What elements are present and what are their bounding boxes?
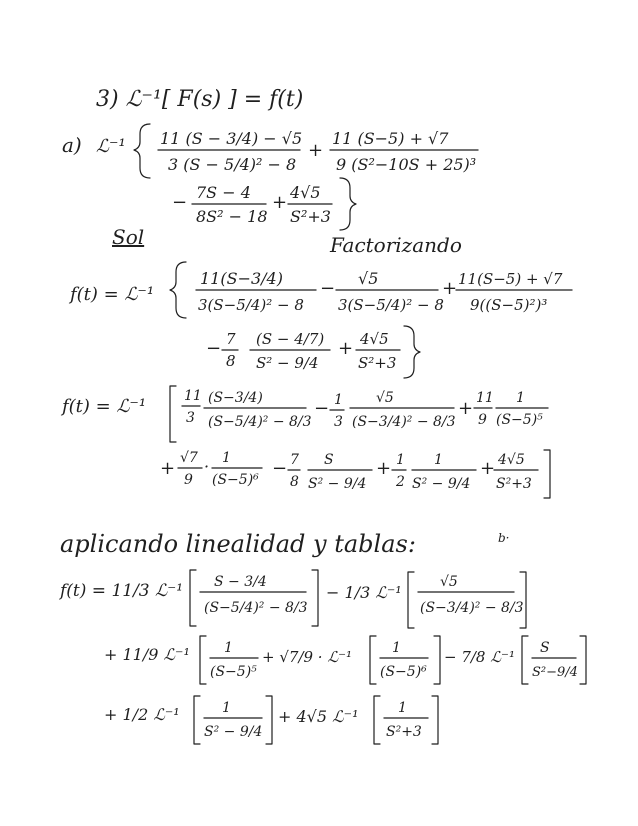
step1-e-den: S²+3 <box>358 354 397 372</box>
step1-b-den: 3(S−5/4)² − 8 <box>338 296 444 314</box>
step3-g-pre: + 4√5 ℒ⁻¹ <box>278 707 359 726</box>
step2-a-coef-den: 3 <box>186 410 195 426</box>
step2-d-dot: · <box>204 457 210 476</box>
step2-plus-1: + <box>458 398 474 419</box>
step2-d-coef-num: √7 <box>180 450 198 466</box>
step1-b-num: √5 <box>358 269 379 288</box>
part-a-t4-num: 4√5 <box>290 183 321 202</box>
step3-g-left-bracket <box>374 696 380 744</box>
step2-c-den: (S−5)⁵ <box>496 412 543 428</box>
step1-minus-2: − <box>206 338 222 359</box>
step3-b-pre: − 1/3 ℒ⁻¹ <box>326 583 402 602</box>
step1-c-den: 9((S−5)²)³ <box>470 296 548 314</box>
step3-f-left-bracket <box>194 696 200 744</box>
step2-d-num: 1 <box>222 450 231 466</box>
step3-d-left-bracket <box>370 636 376 684</box>
step1-d-num: (S − 4/7) <box>256 330 325 348</box>
step2-right-bracket <box>544 450 550 498</box>
part-a-plus-1: + <box>308 140 324 161</box>
part-a-plus-2: + <box>272 192 288 213</box>
step1-plus-2: + <box>338 338 354 359</box>
step2-e-coef-den: 8 <box>290 474 299 490</box>
step3-e-pre: − 7/8 ℒ⁻¹ <box>444 648 515 666</box>
step3-c-den: (S−5)⁵ <box>210 664 257 680</box>
step1-d-coef-num: 7 <box>226 330 236 348</box>
step2-e-num: S <box>324 452 334 468</box>
step1-left-brace <box>170 262 186 318</box>
step3-e-left-bracket <box>522 636 528 684</box>
step1-d-coef-den: 8 <box>226 352 236 370</box>
step3-d-right-bracket <box>434 636 440 684</box>
part-a-t4-den: S²+3 <box>290 207 331 226</box>
step3-c-num: 1 <box>224 640 233 656</box>
step2-d-coef-den: 9 <box>184 472 193 488</box>
step3-f-den: S² − 9/4 <box>204 724 263 740</box>
step2-c-num: 1 <box>516 390 525 406</box>
step3-b-num: √5 <box>440 574 458 590</box>
step2-f-coef-den: 2 <box>396 474 405 490</box>
step3-c-mid: + √7/9 · ℒ⁻¹ <box>262 648 353 666</box>
step3-f-pre: + 1/2 ℒ⁻¹ <box>104 705 180 724</box>
step3-e-num: S <box>540 640 550 656</box>
sol-label: Sol <box>112 225 145 249</box>
part-a-t3-den: 8S² − 18 <box>196 207 268 226</box>
step3-d-num: 1 <box>392 640 401 656</box>
step2-a-coef-num: 11 <box>184 388 202 404</box>
part-a-t3-num: 7S − 4 <box>196 183 251 202</box>
part-a-t2-den: 9 (S²−10S + 25)³ <box>336 155 477 174</box>
step2-plus-3: + <box>376 458 392 479</box>
step1-plus-1: + <box>442 278 458 299</box>
step3-g-num: 1 <box>398 700 407 716</box>
step2-f-coef-num: 1 <box>396 452 405 468</box>
step3-c-left-bracket <box>200 636 206 684</box>
step2-g-den: S²+3 <box>496 476 532 492</box>
part-a-t2-num: 11 (S−5) + √7 <box>332 129 449 148</box>
part-a-left-brace <box>134 124 150 178</box>
step3-a-den: (S−5/4)² − 8/3 <box>204 600 308 616</box>
step2-plus-2: + <box>160 458 176 479</box>
part-a-label: a) <box>62 133 82 157</box>
step3-g-right-bracket <box>432 696 438 744</box>
part-a-t1-den: 3 (S − 5/4)² − 8 <box>168 155 297 174</box>
step3-b-den: (S−3/4)² − 8/3 <box>420 600 524 616</box>
step3-e-right-bracket <box>580 636 586 684</box>
step2-b-num: √5 <box>376 390 394 406</box>
step2-f-den: S² − 9/4 <box>412 476 471 492</box>
step2-b-coef-num: 1 <box>334 392 343 408</box>
step3-g-den: S²+3 <box>386 724 422 740</box>
step3-a-right-bracket <box>312 570 318 626</box>
step1-d-den: S² − 9/4 <box>256 354 319 372</box>
step1-c-num: 11(S−5) + √7 <box>458 270 563 288</box>
step2-minus-1: − <box>314 398 330 419</box>
step2-g-num: 4√5 <box>498 452 525 468</box>
step2-e-coef-num: 7 <box>290 452 299 468</box>
part-a-t1-num: 11 (S − 3/4) − √5 <box>160 129 303 148</box>
step2-b-den: (S−3/4)² − 8/3 <box>352 414 456 430</box>
step2-c-coef-num: 11 <box>476 390 494 406</box>
step2-lhs: f(t) = ℒ⁻¹ <box>62 396 147 417</box>
step3-f-right-bracket <box>266 696 272 744</box>
step1-minus-1: − <box>320 278 336 299</box>
step2-minus-2: − <box>272 458 288 479</box>
step2-f-num: 1 <box>434 452 443 468</box>
step2-e-den: S² − 9/4 <box>308 476 367 492</box>
step1-lhs: f(t) = ℒ⁻¹ <box>70 284 155 305</box>
factoring-label: Factorizando <box>330 233 462 257</box>
step3-e-den: S²−9/4 <box>532 665 578 680</box>
step2-c-coef-den: 9 <box>478 412 487 428</box>
part-a-right-brace <box>340 178 356 230</box>
step2-d-den: (S−5)⁶ <box>212 472 259 488</box>
step3-d-den: (S−5)⁶ <box>380 664 427 680</box>
step3-c-pre: + 11/9 ℒ⁻¹ <box>104 645 190 664</box>
step2-a-num: (S−3/4) <box>208 390 263 406</box>
step2-left-bracket <box>170 386 176 442</box>
stray-mark: b· <box>498 531 510 545</box>
step2-b-coef-den: 3 <box>334 414 343 430</box>
step2-plus-4: + <box>480 458 496 479</box>
step3-f-num: 1 <box>222 700 231 716</box>
part-a-operator: ℒ⁻¹ <box>96 136 126 157</box>
step3-a-num: S − 3/4 <box>214 574 267 590</box>
step1-a-num: 11(S−3/4) <box>200 269 283 288</box>
part-a-minus: − <box>172 192 188 213</box>
step3-a-left-bracket <box>190 570 196 626</box>
step1-right-brace <box>404 326 420 378</box>
linearity-heading: aplicando linealidad y tablas: <box>60 530 416 558</box>
step1-a-den: 3(S−5/4)² − 8 <box>198 296 304 314</box>
step1-e-num: 4√5 <box>360 330 389 348</box>
step3-lhs: f(t) = 11/3 ℒ⁻¹ <box>60 581 184 601</box>
step3-b-left-bracket <box>408 572 414 628</box>
step2-a-den: (S−5/4)² − 8/3 <box>208 414 312 430</box>
problem-header: 3) ℒ⁻¹[ F(s) ] = f(t) <box>96 87 304 112</box>
